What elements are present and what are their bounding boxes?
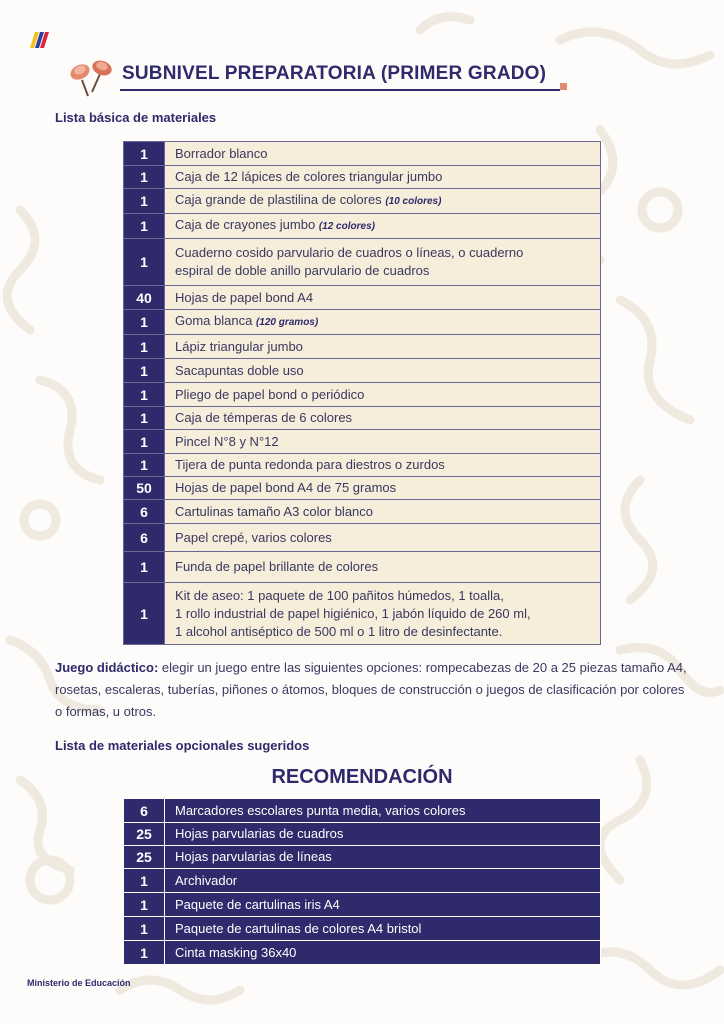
- basic-material-row: [124, 166, 601, 189]
- description-text: Paquete de cartulinas de colores A4 bristol: [175, 920, 422, 936]
- quantity-cell: 6: [124, 524, 165, 552]
- description-line: 1 alcohol antiséptico de 500 ml o 1 litro de desinfectante.: [175, 623, 503, 639]
- quantity-cell: 1: [124, 917, 165, 941]
- quantity-cell: 1: [124, 214, 165, 239]
- description-note: (120 gramos): [255, 317, 319, 328]
- basic-material-row: [124, 454, 601, 477]
- basic-material-row: [124, 407, 601, 430]
- quantity-cell: 1: [124, 383, 165, 407]
- juego-didactico-paragraph: [55, 657, 687, 723]
- optional-material-row: [124, 846, 601, 869]
- description-cell: [165, 166, 601, 189]
- description-text: Funda de papel brillante de colores: [175, 559, 379, 574]
- basic-material-row: [124, 477, 601, 500]
- recommendation-title: RECOMENDACIÓN: [271, 766, 453, 788]
- optional-material-row: [124, 823, 601, 846]
- basic-list-heading: Lista básica de materiales: [55, 110, 217, 125]
- basic-material-row: [124, 239, 601, 286]
- quantity-cell: 1: [124, 552, 165, 583]
- description-text: Archivador: [175, 872, 238, 888]
- basic-material-row: [124, 383, 601, 407]
- description-cell: [165, 359, 601, 383]
- description-text: Caja de 12 lápices de colores triangular jumbo: [175, 169, 443, 184]
- quantity-cell: 50: [124, 477, 165, 500]
- basic-material-row: [124, 286, 601, 310]
- quantity-cell: 1: [124, 239, 165, 286]
- description-text: Goma blanca: [175, 313, 253, 328]
- basic-material-row: [124, 310, 601, 335]
- juego-didactico-label: Juego didáctico:: [55, 660, 159, 675]
- quantity-cell: 6: [124, 799, 165, 823]
- title-accent-square: [560, 83, 567, 90]
- quantity-cell: 1: [124, 335, 165, 359]
- description-cell: [165, 383, 601, 407]
- description-cell: [165, 142, 601, 166]
- description-cell: [165, 917, 601, 941]
- basic-material-row: [124, 583, 601, 645]
- quantity-cell: 1: [124, 941, 165, 965]
- quantity-cell: 1: [124, 166, 165, 189]
- description-text: Tijera de punta redonda para diestros o zurdos: [175, 457, 445, 472]
- optional-material-row: [124, 893, 601, 917]
- quantity-cell: 1: [124, 407, 165, 430]
- description-text: Hojas parvularias de líneas: [175, 849, 332, 864]
- quantity-cell: 1: [124, 142, 165, 166]
- quantity-cell: 1: [124, 359, 165, 383]
- juego-didactico-text: elegir un juego entre las siguientes opciones: rompecabezas de 20 a 25 piezas tamaño A4, rosetas, escaleras, tuberías, piñones o átomos, bloques de construcción o juegos de clasificación por colores o formas, u otros.: [55, 660, 687, 719]
- quantity-cell: 25: [124, 823, 165, 846]
- description-cell: [165, 189, 601, 214]
- description-text: Pincel N°8 y N°12: [175, 433, 279, 449]
- description-cell: [165, 524, 601, 552]
- quantity-cell: 1: [124, 583, 165, 645]
- description-text: Pliego de papel bond o periódico: [175, 386, 365, 402]
- page-title: SUBNIVEL PREPARATORIA (PRIMER GRADO): [122, 63, 547, 84]
- description-text: Marcadores escolares punta media, varios colores: [175, 802, 466, 818]
- description-text: Cinta masking 36x40: [175, 944, 297, 960]
- description-cell: [165, 214, 601, 239]
- description-cell: [165, 500, 601, 524]
- description-line: 1 rollo industrial de papel higiénico, 1 jabón líquido de 260 ml,: [175, 605, 531, 621]
- basic-material-row: [124, 142, 601, 166]
- basic-material-row: [124, 430, 601, 454]
- description-note: (10 colores): [385, 196, 442, 207]
- description-text: Lápiz triangular jumbo: [175, 338, 303, 354]
- title-underline: [120, 89, 560, 91]
- quantity-cell: 25: [124, 846, 165, 869]
- description-cell: [165, 893, 601, 917]
- ecuador-flag-stripes-icon: [30, 32, 50, 48]
- basic-material-row: [124, 214, 601, 239]
- optional-materials-table: [123, 798, 601, 965]
- description-line: Kit de aseo: 1 paquete de 100 pañitos húmedos, 1 toalla,: [175, 587, 504, 603]
- optional-material-row: [124, 799, 601, 823]
- description-text: Cartulinas tamaño A3 color blanco: [175, 503, 374, 519]
- basic-material-row: [124, 500, 601, 524]
- description-cell: [165, 454, 601, 477]
- description-cell: [165, 477, 601, 500]
- quantity-cell: 1: [124, 869, 165, 893]
- basic-material-row: [124, 335, 601, 359]
- description-cell: [165, 239, 601, 286]
- description-text: Caja grande de plastilina de colores: [175, 192, 382, 207]
- basic-material-row: [124, 359, 601, 383]
- description-cell: [165, 941, 601, 965]
- description-cell: [165, 846, 601, 869]
- optional-material-row: [124, 869, 601, 893]
- quantity-cell: 1: [124, 430, 165, 454]
- description-text: Caja de crayones jumbo: [175, 217, 316, 232]
- description-cell: [165, 869, 601, 893]
- optional-material-row: [124, 917, 601, 941]
- description-cell: [165, 430, 601, 454]
- description-cell: [165, 799, 601, 823]
- description-cell: [165, 310, 601, 335]
- basic-material-row: [124, 189, 601, 214]
- description-text: Sacapuntas doble uso: [175, 362, 304, 378]
- description-text: Hojas de papel bond A4: [175, 289, 314, 305]
- push-pins-icon: [68, 56, 116, 100]
- footer-ministry: Ministerio de Educación: [27, 978, 131, 988]
- description-note: (12 colores): [318, 221, 375, 232]
- quantity-cell: 1: [124, 189, 165, 214]
- quantity-cell: 1: [124, 454, 165, 477]
- quantity-cell: 6: [124, 500, 165, 524]
- basic-material-row: [124, 524, 601, 552]
- basic-material-row: [124, 552, 601, 583]
- description-cell: [165, 823, 601, 846]
- description-line: espiral de doble anillo parvulario de cuadros: [175, 263, 430, 278]
- description-cell: [165, 407, 601, 430]
- optional-material-row: [124, 941, 601, 965]
- description-text: Paquete de cartulinas iris A4: [175, 896, 340, 912]
- quantity-cell: 1: [124, 310, 165, 335]
- quantity-cell: 40: [124, 286, 165, 310]
- quantity-cell: 1: [124, 893, 165, 917]
- description-text: Hojas de papel bond A4 de 75 gramos: [175, 480, 397, 495]
- description-line: Cuaderno cosido parvulario de cuadros o líneas, o cuaderno: [175, 245, 524, 260]
- description-text: Caja de témperas de 6 colores: [175, 410, 353, 425]
- description-cell: [165, 335, 601, 359]
- page-heading: [68, 56, 573, 96]
- basic-materials-table: [123, 141, 601, 645]
- description-text: Hojas parvularias de cuadros: [175, 826, 344, 841]
- description-cell: [165, 583, 601, 645]
- description-text: Papel crepé, varios colores: [175, 529, 332, 545]
- description-text: Borrador blanco: [175, 145, 268, 161]
- optional-list-heading: Lista de materiales opcionales sugeridos: [55, 738, 310, 753]
- description-cell: [165, 286, 601, 310]
- description-cell: [165, 552, 601, 583]
